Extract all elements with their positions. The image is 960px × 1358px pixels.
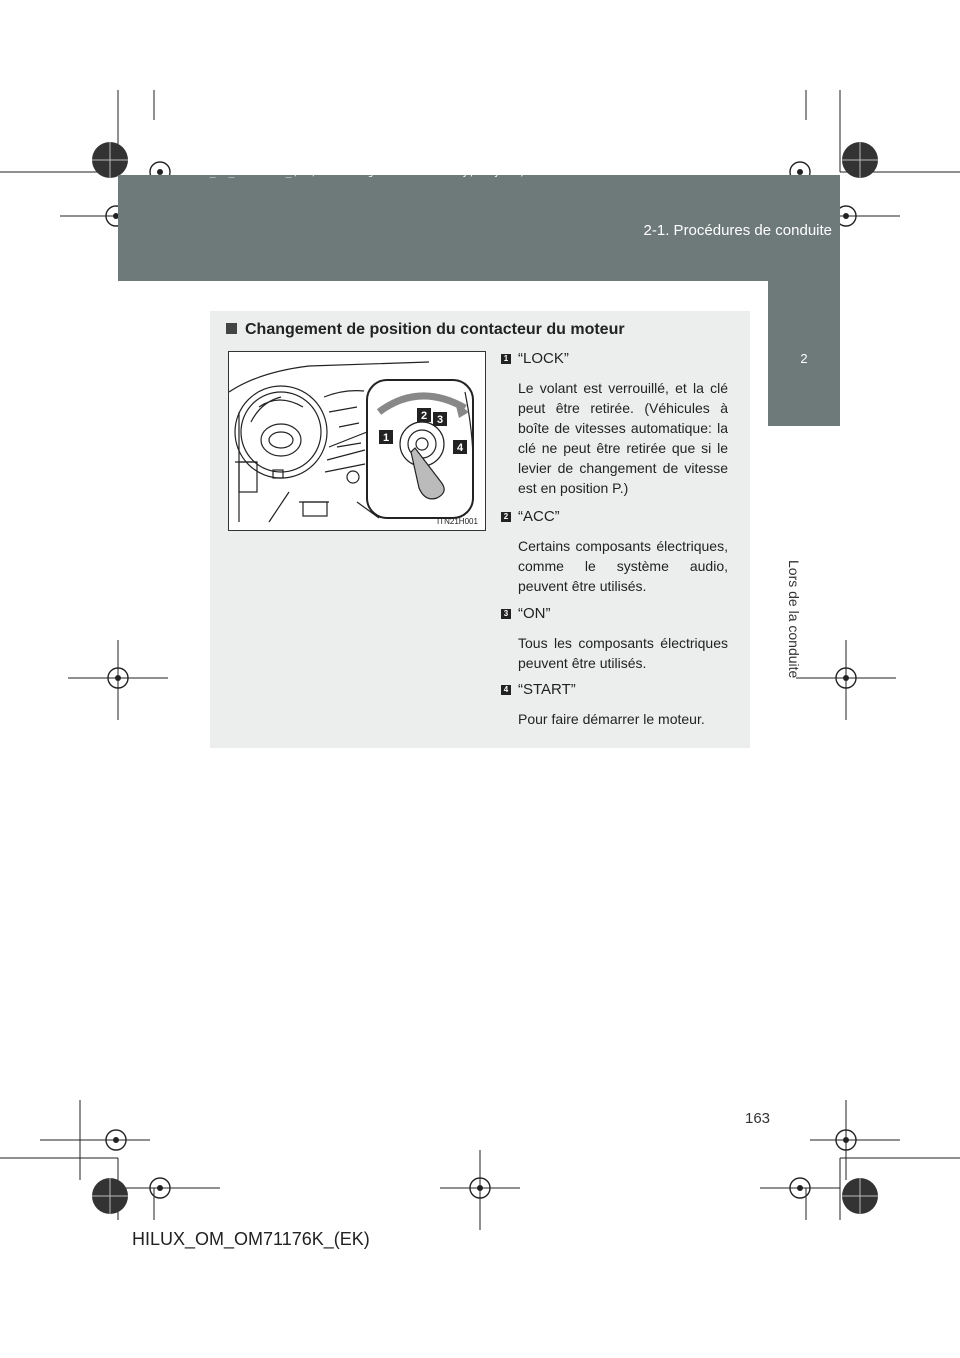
chapter-title: Lors de la conduite <box>786 560 802 679</box>
item-marker-3: 3 <box>501 609 511 619</box>
section-heading <box>226 321 625 339</box>
header-section-title: 2-1. Procédures de conduite <box>643 222 832 239</box>
callout-1: 1 <box>383 432 390 444</box>
ignition-illustration <box>228 351 486 531</box>
item-marker-2: 2 <box>501 512 511 522</box>
chapter-tab <box>768 281 840 426</box>
item-title-acc: “ACC” <box>518 508 560 525</box>
square-bullet-icon <box>226 323 237 334</box>
item-desc-acc: Certains composants électriques, comme le système audio, peuvent être utilisés. <box>518 538 728 594</box>
callout-4: 4 <box>457 442 464 454</box>
item-desc-on: Tous les composants électriques peuvent être utilisés. <box>518 635 728 671</box>
callout-2: 2 <box>421 410 428 422</box>
item-marker-1: 1 <box>501 354 511 364</box>
item-marker-4: 4 <box>501 685 511 695</box>
callout-3: 3 <box>437 414 444 426</box>
illustration-code: ITN21H001 <box>437 517 478 526</box>
dashboard-drawing <box>229 352 485 530</box>
item-title-on: “ON” <box>518 605 551 622</box>
item-desc-start: Pour faire démarrer le moteur. <box>518 711 705 727</box>
print-info: HILUX_OM_OM71176K_(EK).book Page 163 Wednesday, May 16, 2012 2:32 PM <box>178 167 608 178</box>
item-title-lock: “LOCK” <box>518 350 569 367</box>
item-title-start: “START” <box>518 681 576 698</box>
item-desc-lock: Le volant est verrouillé, et la clé peut être retirée. (Véhicules à boîte de vitesses automatique: la clé ne peut être retirée que si le levier de changement de vitesse est en position P.) <box>518 380 728 496</box>
page-number: 163 <box>745 1110 771 1127</box>
chapter-number: 2 <box>800 351 808 366</box>
footer-manual-code: HILUX_OM_OM71176K_(EK) <box>132 1229 370 1249</box>
section-heading-text: Changement de position du contacteur du moteur <box>245 321 625 338</box>
